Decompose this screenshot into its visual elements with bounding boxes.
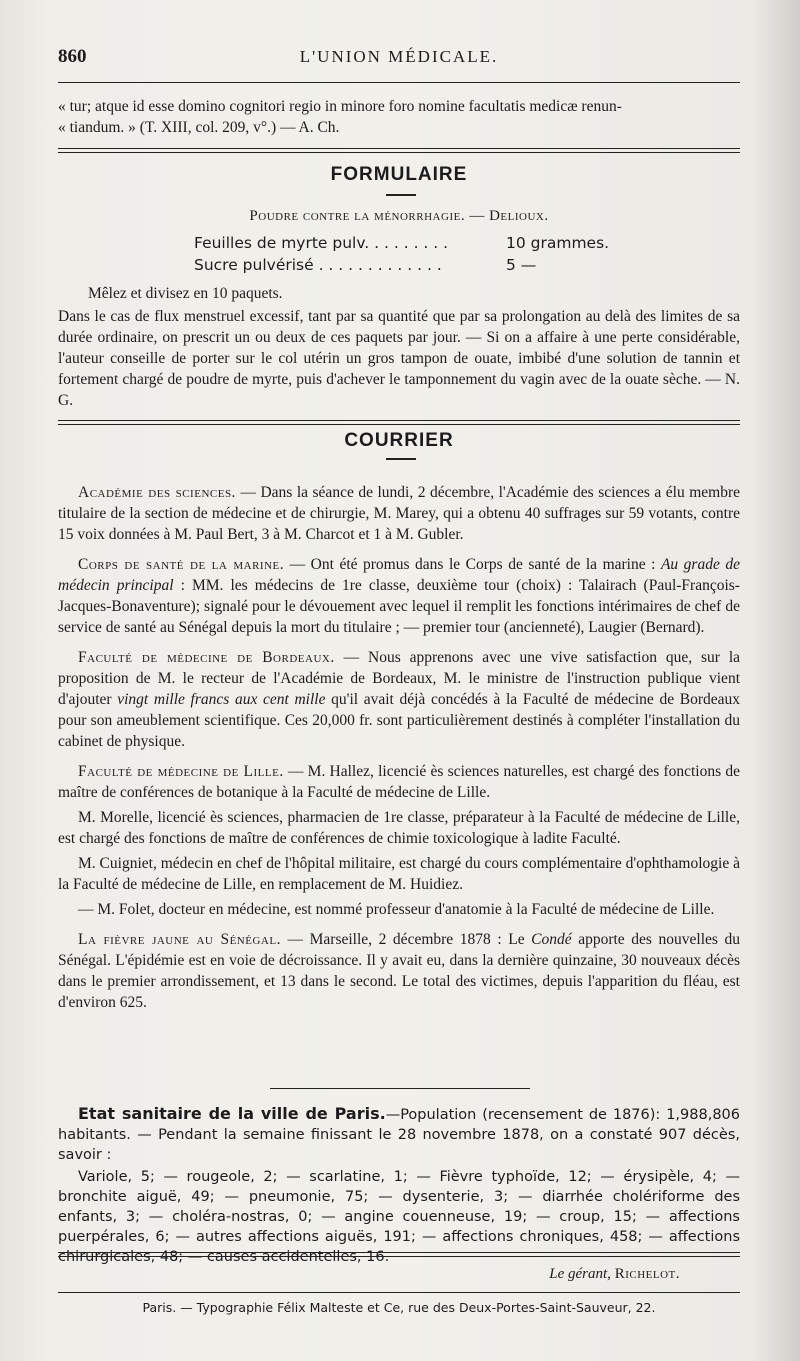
separator-rule <box>270 1088 530 1089</box>
courrier-body <box>58 482 740 1013</box>
etat-title: Etat sanitaire de la ville de Paris. <box>78 1104 386 1123</box>
ingredient-row <box>194 256 614 274</box>
formulaire-heading: FORMULAIRE <box>330 164 468 185</box>
news-text: — Dans la séance de lundi, 2 décembre, l'Académie des sciences a élu membre titulaire de la section de médecine et de chirurgie, M. Marey, qui a obtenu 40 suffrages sur 59 votants, contre 15 voix données à M. Paul Bert, 3 à M. Charcot et 1 à M. Gubler. <box>58 484 740 543</box>
ingredient-qty: 10 grammes. <box>506 234 610 252</box>
news-lead: Académie des sciences. <box>78 484 236 501</box>
etat-intro-text: —Population (recensement de 1876): 1,988,806 habitants. — Pendant la semaine finissant le 28 novembre 1878, on a constaté 907 décès, savoir : <box>58 1107 740 1163</box>
news-fievre <box>58 929 740 1013</box>
recipe-title-text: Poudre contre la ménorrhagie. — Delioux. <box>249 208 549 224</box>
news-lead: La fièvre jaune au Sénégal. <box>78 931 281 948</box>
section-rule-courrier <box>58 420 740 425</box>
news-lead: Faculté de médecine de Bordeaux. <box>78 649 335 666</box>
news-lille-cuigniet: M. Cuigniet, médecin en chef de l'hôpital militaire, est chargé du cours complémentaire d'ophthamologie à la Faculté de médecine de Lille, en remplacement de M. Huidiez. <box>58 855 740 893</box>
etat-intro <box>58 1104 740 1165</box>
gerant-name: Richelot. <box>614 1266 680 1282</box>
news-lead: Corps de santé de la marine. <box>78 556 285 573</box>
running-title: L'UNION MÉDICALE. <box>299 47 499 66</box>
news-lille-folet: — M. Folet, docteur en médecine, est nommé professeur d'anatomie à la Faculté de médecine de Lille. <box>78 901 715 918</box>
imprint-rule <box>58 1292 740 1293</box>
gerant-signature <box>58 1266 680 1283</box>
news-text: — Ont été promus dans le Corps de santé de la marine : <box>284 556 661 573</box>
ingredient-name: Sucre pulvérisé . . . . . . . . . . . . . <box>194 256 442 274</box>
etat-sanitaire <box>58 1104 740 1267</box>
ingredient-qty: 5 — <box>506 256 537 274</box>
section-rule-formulaire <box>58 148 740 153</box>
news-text: qu'il avait déjà concédés à la Faculté de médecine de Bordeaux pour son ameublement scientifique. Ces 20,000 fr. sont particulièrement destinés à compléter l'installation du cabinet de physique. <box>58 691 740 750</box>
carryover-line-1: « tur; atque id esse domino cognitori regio in minore foro nomine facultatis medicæ renun- <box>58 98 622 115</box>
news-text: — M. Hallez, licencié ès sciences naturelles, est chargé des fonctions de maître de conférences de botanique à la Faculté de médecine de Lille. <box>58 763 740 801</box>
carryover-quote <box>58 96 740 138</box>
courrier-heading: COURRIER <box>344 430 454 451</box>
news-text: apporte des nouvelles du Sénégal. L'épidémie est en voie de décroissance. Il y avait eu, dans la dernière quinzaine, 30 nouveaux décès dans le premier arrondissement, et 13 dans le second. Le total des victimes, depuis l'apparition du fléau, est d'environ 625. <box>58 931 740 1011</box>
news-lille-morelle: M. Morelle, licencié ès sciences, pharmacien de 1re classe, préparateur à la Faculté de médecine de Lille, est chargé des fonctions de maître de conférences de chimie toxicologique à ladite Faculté. <box>58 809 740 847</box>
ingredient-name: Feuilles de myrte pulv. . . . . . . . . <box>194 234 449 252</box>
news-bordeaux <box>58 647 740 752</box>
gerant-label: Le gérant, <box>549 1266 611 1282</box>
news-text: : MM. les médecins de 1re classe, deuxième tour (choix) : Talairach (Paul-François-Jacques-Bonaventure); signalé pour le dévouement avec lequel il remplit les fonctions intérimaires de chef de service de santé au Sénégal depuis la mort du titulaire ; — premier tour (ancienneté), Laugier (Bernard). <box>58 577 740 636</box>
footer-rule <box>58 1252 740 1257</box>
formulaire-short-rule <box>386 194 416 196</box>
imprint: Paris. — Typographie Félix Malteste et Ce, rue des Deux-Portes-Saint-Sauveur, 22. <box>142 1300 656 1315</box>
formulaire-body <box>58 283 740 411</box>
news-text: — Marseille, 2 décembre 1878 : Le <box>280 931 532 948</box>
recipe-title <box>58 206 740 227</box>
page-number: 860 <box>58 46 87 67</box>
news-academie <box>58 482 740 545</box>
etat-details: Variole, 5; — rougeole, 2; — scarlatine, 1; — Fièvre typhoïde, 12; — érysipèle, 4; — bronchite aiguë, 49; — pneumonie, 75; — dysenterie, 3; — diarrhée cholériforme des enfants, 3; — choléra-nostras, 0; — angine couenneuse, 19; — croup, 15; — affections puerpérales, 6; — autres affections aiguës, 191; — affections chroniques, 458; — affections chirurgicales, 48; — causes accidentelles, 16. <box>58 1169 740 1265</box>
ingredient-row <box>194 234 614 252</box>
recipe-description: Dans le cas de flux menstruel excessif, tant par sa quantité que par sa prolongation au delà des limites de sa durée ordinaire, on prescrit un ou deux de ces paquets par jour. — Si on a affaire à une perte considérable, l'auteur conseille de porter sur le col utérin un gros tampon de ouate, imbibé d'une solution de tannin et fortement chargé de poudre de myrte, puis d'achever le tamponnement du vagin avec de la ouate sèche. — N. G. <box>58 308 740 409</box>
news-text: — Nous apprenons avec une vive satisfaction que, sur la proposition de M. le recteur de l'Académie de Bordeaux, M. le ministre de l'instruction publique vient d'ajouter <box>58 649 741 708</box>
carryover-line-2: « tiandum. » (T. XIII, col. 209, v°.) — A. Ch. <box>58 119 340 136</box>
recipe-instruction: Mêlez et divisez en 10 paquets. <box>88 285 283 302</box>
news-lille <box>58 761 740 803</box>
header-rule <box>58 82 740 83</box>
page-header <box>58 46 740 74</box>
news-lead: Faculté de médecine de Lille. <box>78 763 284 780</box>
news-italic: Condé <box>531 931 572 948</box>
news-marine <box>58 554 740 638</box>
courrier-short-rule <box>386 458 416 460</box>
news-italic: vingt mille francs aux cent mille <box>117 691 326 708</box>
news-italic: Au grade de médecin principal <box>58 556 740 594</box>
